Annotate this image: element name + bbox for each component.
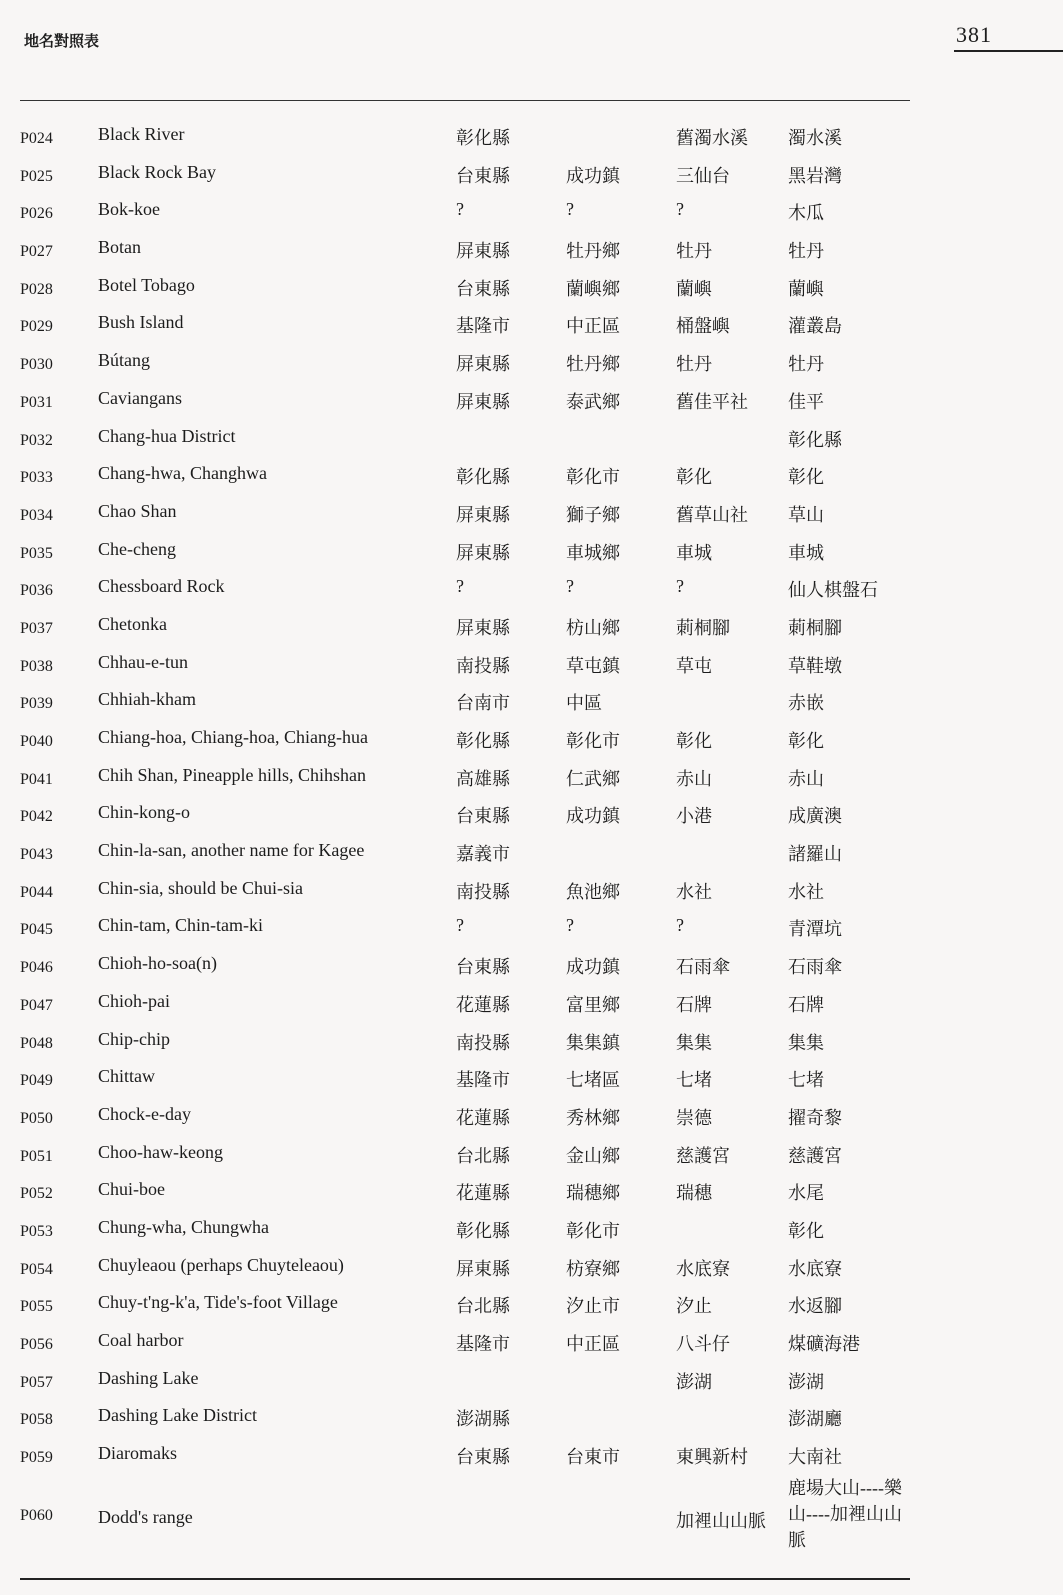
- english-place-name: Chuyleaou (perhaps Chuyteleaou): [98, 1254, 344, 1275]
- old-place-name: 桶盤嶼: [676, 316, 730, 337]
- table-row: [0, 909, 1063, 947]
- table-row: [0, 1098, 1063, 1136]
- county-name: ?: [456, 576, 464, 597]
- historical-place-name: 煤礦海港: [788, 1334, 860, 1354]
- table-row: [0, 796, 1063, 834]
- entry-code: P058: [20, 1411, 53, 1429]
- table-row: [0, 834, 1063, 872]
- historical-place-name: 水社: [788, 881, 824, 902]
- old-place-name: 莿桐腳: [676, 617, 730, 638]
- table-row: [0, 231, 1063, 269]
- english-place-name: Chang-hua District: [98, 425, 236, 446]
- table-row: [0, 1060, 1063, 1098]
- county-name: 屏東縣: [456, 617, 510, 638]
- entry-code: P056: [20, 1336, 53, 1353]
- entry-code: P050: [20, 1109, 53, 1127]
- old-place-name: 車城: [676, 542, 712, 563]
- entry-code: P053: [20, 1222, 53, 1240]
- old-place-name: 汐止: [676, 1296, 712, 1317]
- entry-code: P032: [20, 431, 53, 449]
- entry-code: P044: [20, 883, 53, 901]
- old-place-name: 舊佳平社: [676, 391, 748, 412]
- table-row: [0, 608, 1063, 646]
- table-row: [0, 1437, 1063, 1475]
- table-row: [0, 533, 1063, 571]
- historical-place-name: 水尾: [788, 1183, 824, 1204]
- entry-code: P054: [20, 1260, 53, 1278]
- county-name: 彰化縣: [456, 467, 510, 488]
- english-place-name: Bok-koe: [98, 199, 160, 220]
- historical-place-name: 彰化: [788, 1220, 824, 1241]
- entry-code: P060: [20, 1506, 53, 1524]
- entry-code: P043: [20, 846, 53, 864]
- county-name: 基隆市: [456, 316, 510, 337]
- running-header-title: 地名對照表: [24, 34, 100, 50]
- township-name: 蘭嶼鄉: [566, 278, 620, 299]
- entry-code: P027: [20, 243, 53, 261]
- entry-code: P033: [20, 469, 53, 487]
- old-place-name: 彰化: [676, 467, 712, 488]
- table-row: [0, 1362, 1063, 1400]
- county-name: 彰化縣: [456, 731, 510, 751]
- entry-code: P040: [20, 733, 53, 750]
- township-name: ?: [566, 199, 574, 220]
- english-place-name: Caviangans: [98, 387, 182, 408]
- township-name: 金山鄉: [566, 1145, 620, 1166]
- entry-code: P036: [20, 582, 53, 600]
- old-place-name: 澎湖: [676, 1371, 712, 1392]
- county-name: ?: [456, 915, 464, 936]
- table-row: [0, 570, 1063, 608]
- historical-place-name: 赤山: [788, 768, 824, 789]
- english-place-name: Coal harbor: [98, 1330, 184, 1350]
- county-name: 花蓮縣: [456, 1183, 510, 1204]
- county-name: 台北縣: [456, 1296, 510, 1317]
- table-row: [0, 1286, 1063, 1324]
- historical-place-name: 石牌: [788, 994, 824, 1015]
- township-name: 車城鄉: [566, 542, 620, 563]
- county-name: 花蓮縣: [456, 1107, 510, 1128]
- township-name: 魚池鄉: [566, 881, 620, 902]
- english-place-name: Chhau-e-tun: [98, 651, 188, 672]
- township-name: 中正區: [566, 1334, 620, 1354]
- township-name: 牡丹鄉: [566, 354, 620, 375]
- historical-place-name: 水底寮: [788, 1258, 842, 1279]
- english-place-name: Botel Tobago: [98, 274, 195, 295]
- english-place-name: Chuy-t'ng-k'a, Tide's-foot Village: [98, 1292, 338, 1313]
- english-place-name: Chao Shan: [98, 500, 177, 521]
- table-row: [0, 495, 1063, 533]
- historical-place-name: 濁水溪: [788, 128, 842, 148]
- county-name: 台東縣: [456, 1447, 510, 1468]
- old-place-name: 東興新村: [676, 1447, 748, 1468]
- old-place-name: 三仙台: [676, 165, 730, 186]
- township-name: ?: [566, 915, 574, 936]
- old-place-name: 八斗仔: [676, 1334, 730, 1354]
- entry-code: P035: [20, 544, 53, 562]
- entry-code: P029: [20, 318, 53, 336]
- entry-code: P026: [20, 205, 53, 223]
- table-row: [0, 947, 1063, 985]
- english-place-name: Diaromaks: [98, 1443, 177, 1464]
- county-name: 南投縣: [456, 655, 510, 676]
- old-place-name: 石雨傘: [676, 957, 730, 978]
- county-name: 彰化縣: [456, 128, 510, 148]
- historical-place-name: 石雨傘: [788, 957, 842, 978]
- english-place-name: Chessboard Rock: [98, 576, 225, 597]
- county-name: 屏東縣: [456, 542, 510, 563]
- english-place-name: Chin-la-san, another name for Kagee: [98, 840, 365, 861]
- county-name: 屏東縣: [456, 241, 510, 262]
- english-place-name: Botan: [98, 237, 141, 258]
- old-place-name: 七堵: [676, 1070, 712, 1091]
- historical-place-name: 黑岩灣: [788, 165, 842, 186]
- page-number-rule: [954, 50, 1063, 52]
- county-name: 南投縣: [456, 1032, 510, 1053]
- historical-place-name: 牡丹: [788, 241, 824, 262]
- page-number: 381: [956, 22, 992, 47]
- table-row: [0, 118, 1063, 156]
- historical-place-name: 彰化: [788, 467, 824, 488]
- entry-code: P047: [20, 996, 53, 1014]
- township-name: 枋山鄉: [566, 617, 620, 638]
- entry-code: P046: [20, 959, 53, 977]
- entry-code: P057: [20, 1373, 53, 1391]
- old-place-name: 蘭嶼: [676, 278, 712, 299]
- old-place-name: 草屯: [676, 655, 712, 676]
- entry-code: P031: [20, 393, 53, 411]
- township-name: 枋寮鄉: [566, 1258, 620, 1279]
- county-name: 屏東縣: [456, 504, 510, 525]
- old-place-name: 加裡山山脈: [676, 1510, 766, 1531]
- table-row: [0, 872, 1063, 910]
- english-place-name: Bush Island: [98, 312, 184, 333]
- township-name: 泰武鄉: [566, 391, 620, 412]
- county-name: 屏東縣: [456, 354, 510, 375]
- place-name-table: [0, 118, 1063, 1555]
- table-row: [0, 269, 1063, 307]
- township-name: 彰化市: [566, 1220, 620, 1241]
- english-place-name: Chin-tam, Chin-tam-ki: [98, 915, 263, 936]
- english-place-name: Chung-wha, Chungwha: [98, 1216, 269, 1237]
- old-place-name: 崇德: [676, 1107, 712, 1128]
- footer-divider: [20, 1578, 910, 1580]
- english-place-name: Chetonka: [98, 613, 167, 634]
- township-name: 成功鎮: [566, 957, 620, 978]
- entry-code: P041: [20, 770, 53, 788]
- english-place-name: Bútang: [98, 350, 150, 371]
- county-name: 基隆市: [456, 1070, 510, 1091]
- entry-code: P038: [20, 657, 53, 675]
- historical-place-name: 仙人棋盤石: [788, 580, 878, 601]
- township-name: 瑞穗鄉: [566, 1183, 620, 1204]
- county-name: 高雄縣: [456, 768, 510, 789]
- township-name: 彰化市: [566, 467, 620, 488]
- county-name: 台東縣: [456, 806, 510, 827]
- county-name: 台東縣: [456, 165, 510, 186]
- entry-code: P039: [20, 695, 53, 713]
- entry-code: P024: [20, 130, 53, 147]
- english-place-name: Black Rock Bay: [98, 161, 216, 182]
- old-place-name: 水社: [676, 881, 712, 902]
- township-name: 富里鄉: [566, 994, 620, 1015]
- township-name: 獅子鄉: [566, 504, 620, 525]
- historical-place-name: 青潭坑: [788, 919, 842, 940]
- entry-code: P042: [20, 808, 53, 826]
- township-name: 台東市: [566, 1447, 620, 1468]
- table-row: [0, 193, 1063, 231]
- township-name: 成功鎮: [566, 165, 620, 186]
- historical-place-name: 佳平: [788, 391, 824, 412]
- old-place-name: ?: [676, 199, 684, 220]
- township-name: 仁武鄉: [566, 768, 620, 789]
- historical-place-name: 諸羅山: [788, 844, 842, 865]
- english-place-name: Chioh-ho-soa(n): [98, 953, 217, 974]
- old-place-name: 瑞穗: [676, 1183, 712, 1204]
- english-place-name: Dashing Lake District: [98, 1405, 257, 1426]
- english-place-name: Chih Shan, Pineapple hills, Chihshan: [98, 764, 366, 785]
- county-name: 澎湖縣: [456, 1409, 510, 1430]
- township-name: 草屯鎮: [566, 655, 620, 676]
- historical-place-name: 草鞋墩: [788, 655, 842, 676]
- table-row: [0, 1211, 1063, 1249]
- table-row: [0, 646, 1063, 684]
- township-name: ?: [566, 576, 574, 597]
- township-name: 中區: [566, 693, 602, 714]
- old-place-name: 石牌: [676, 994, 712, 1015]
- county-name: 台東縣: [456, 957, 510, 978]
- old-place-name: 牡丹: [676, 354, 712, 375]
- entry-code: P030: [20, 356, 53, 374]
- county-name: 台南市: [456, 693, 510, 714]
- entry-code: P059: [20, 1449, 53, 1467]
- historical-place-name: 擢奇黎: [788, 1107, 842, 1128]
- old-place-name: 慈護宮: [676, 1145, 730, 1166]
- county-name: 彰化縣: [456, 1220, 510, 1241]
- historical-place-name: 赤嵌: [788, 693, 824, 714]
- table-row: [0, 1173, 1063, 1211]
- historical-place-name: 莿桐腳: [788, 617, 842, 638]
- header-divider: [20, 100, 910, 101]
- entry-code: P037: [20, 619, 53, 637]
- english-place-name: Chin-kong-o: [98, 802, 190, 823]
- historical-place-name: 車城: [788, 542, 824, 563]
- historical-place-name: 灌叢島: [788, 316, 842, 337]
- entry-code: P025: [20, 167, 53, 185]
- township-name: 汐止市: [566, 1296, 620, 1317]
- table-row: [0, 382, 1063, 420]
- county-name: 台東縣: [456, 278, 510, 299]
- historical-place-name: 蘭嶼: [788, 278, 824, 299]
- english-place-name: Chock-e-day: [98, 1103, 191, 1124]
- old-place-name: 集集: [676, 1032, 712, 1053]
- english-place-name: Chhiah-kham: [98, 689, 196, 710]
- entry-code: P052: [20, 1185, 53, 1203]
- entry-code: P034: [20, 506, 53, 524]
- old-place-name: 水底寮: [676, 1258, 730, 1279]
- old-place-name: 牡丹: [676, 241, 712, 262]
- county-name: 屏東縣: [456, 1258, 510, 1279]
- english-place-name: Chittaw: [98, 1066, 155, 1087]
- township-name: 七堵區: [566, 1070, 620, 1091]
- english-place-name: Chioh-pai: [98, 990, 170, 1011]
- township-name: 牡丹鄉: [566, 241, 620, 262]
- historical-place-name: 鹿場大山----樂山----加裡山山脈: [788, 1477, 902, 1550]
- english-place-name: Chin-sia, should be Chui-sia: [98, 877, 303, 898]
- historical-place-name: 集集: [788, 1032, 824, 1053]
- old-place-name: ?: [676, 576, 684, 597]
- historical-place-name: 牡丹: [788, 354, 824, 375]
- entry-code: P028: [20, 280, 53, 298]
- table-row: [0, 1136, 1063, 1174]
- english-place-name: Chiang-hoa, Chiang-hoa, Chiang-hua: [98, 727, 368, 747]
- township-name: 秀林鄉: [566, 1107, 620, 1128]
- english-place-name: Choo-haw-keong: [98, 1141, 223, 1162]
- table-row: [0, 156, 1063, 194]
- table-row: [0, 457, 1063, 495]
- historical-place-name: 慈護宮: [788, 1145, 842, 1166]
- county-name: ?: [456, 199, 464, 220]
- table-row: [0, 1324, 1063, 1362]
- township-name: 中正區: [566, 316, 620, 337]
- township-name: 成功鎮: [566, 806, 620, 827]
- county-name: 花蓮縣: [456, 994, 510, 1015]
- old-place-name: 彰化: [676, 731, 712, 751]
- english-place-name: Chui-boe: [98, 1179, 165, 1200]
- old-place-name: 舊草山社: [676, 504, 748, 525]
- english-place-name: Che-cheng: [98, 538, 176, 559]
- county-name: 基隆市: [456, 1334, 510, 1354]
- english-place-name: Chang-hwa, Changhwa: [98, 463, 267, 484]
- historical-place-name: 木瓜: [788, 203, 824, 224]
- table-row: [0, 683, 1063, 721]
- table-row: [0, 985, 1063, 1023]
- old-place-name: 小港: [676, 806, 712, 827]
- table-row: [0, 344, 1063, 382]
- entry-code: P048: [20, 1034, 53, 1052]
- english-place-name: Dashing Lake: [98, 1367, 199, 1388]
- historical-place-name: 澎湖: [788, 1371, 824, 1392]
- old-place-name: ?: [676, 915, 684, 936]
- county-name: 嘉義市: [456, 844, 510, 865]
- historical-place-name: 七堵: [788, 1070, 824, 1091]
- entry-code: P049: [20, 1072, 53, 1090]
- table-row: [0, 306, 1063, 344]
- historical-place-name: 成廣澳: [788, 806, 842, 827]
- county-name: 南投縣: [456, 881, 510, 902]
- entry-code: P045: [20, 921, 53, 939]
- historical-place-name: 草山: [788, 504, 824, 525]
- table-row: [0, 721, 1063, 759]
- historical-place-name: 澎湖廳: [788, 1409, 842, 1430]
- historical-place-name: 彰化: [788, 731, 824, 751]
- english-place-name: Dodd's range: [98, 1506, 193, 1527]
- historical-place-name: 彰化縣: [788, 429, 842, 450]
- table-row: [0, 1399, 1063, 1437]
- entry-code: P051: [20, 1147, 53, 1165]
- old-place-name: 赤山: [676, 768, 712, 789]
- table-row: [0, 1475, 1063, 1555]
- entry-code: P055: [20, 1298, 53, 1316]
- english-place-name: Chip-chip: [98, 1028, 170, 1049]
- township-name: 彰化市: [566, 731, 620, 751]
- county-name: 台北縣: [456, 1145, 510, 1166]
- page-header: [0, 0, 1063, 110]
- county-name: 屏東縣: [456, 391, 510, 412]
- table-row: [0, 1023, 1063, 1061]
- english-place-name: Black River: [98, 124, 185, 144]
- table-row: [0, 1249, 1063, 1287]
- historical-place-name: 水返腳: [788, 1296, 842, 1317]
- old-place-name: 舊濁水溪: [676, 128, 748, 148]
- table-row: [0, 420, 1063, 458]
- table-row: [0, 759, 1063, 797]
- historical-place-name: 大南社: [788, 1447, 842, 1468]
- township-name: 集集鎮: [566, 1032, 620, 1053]
